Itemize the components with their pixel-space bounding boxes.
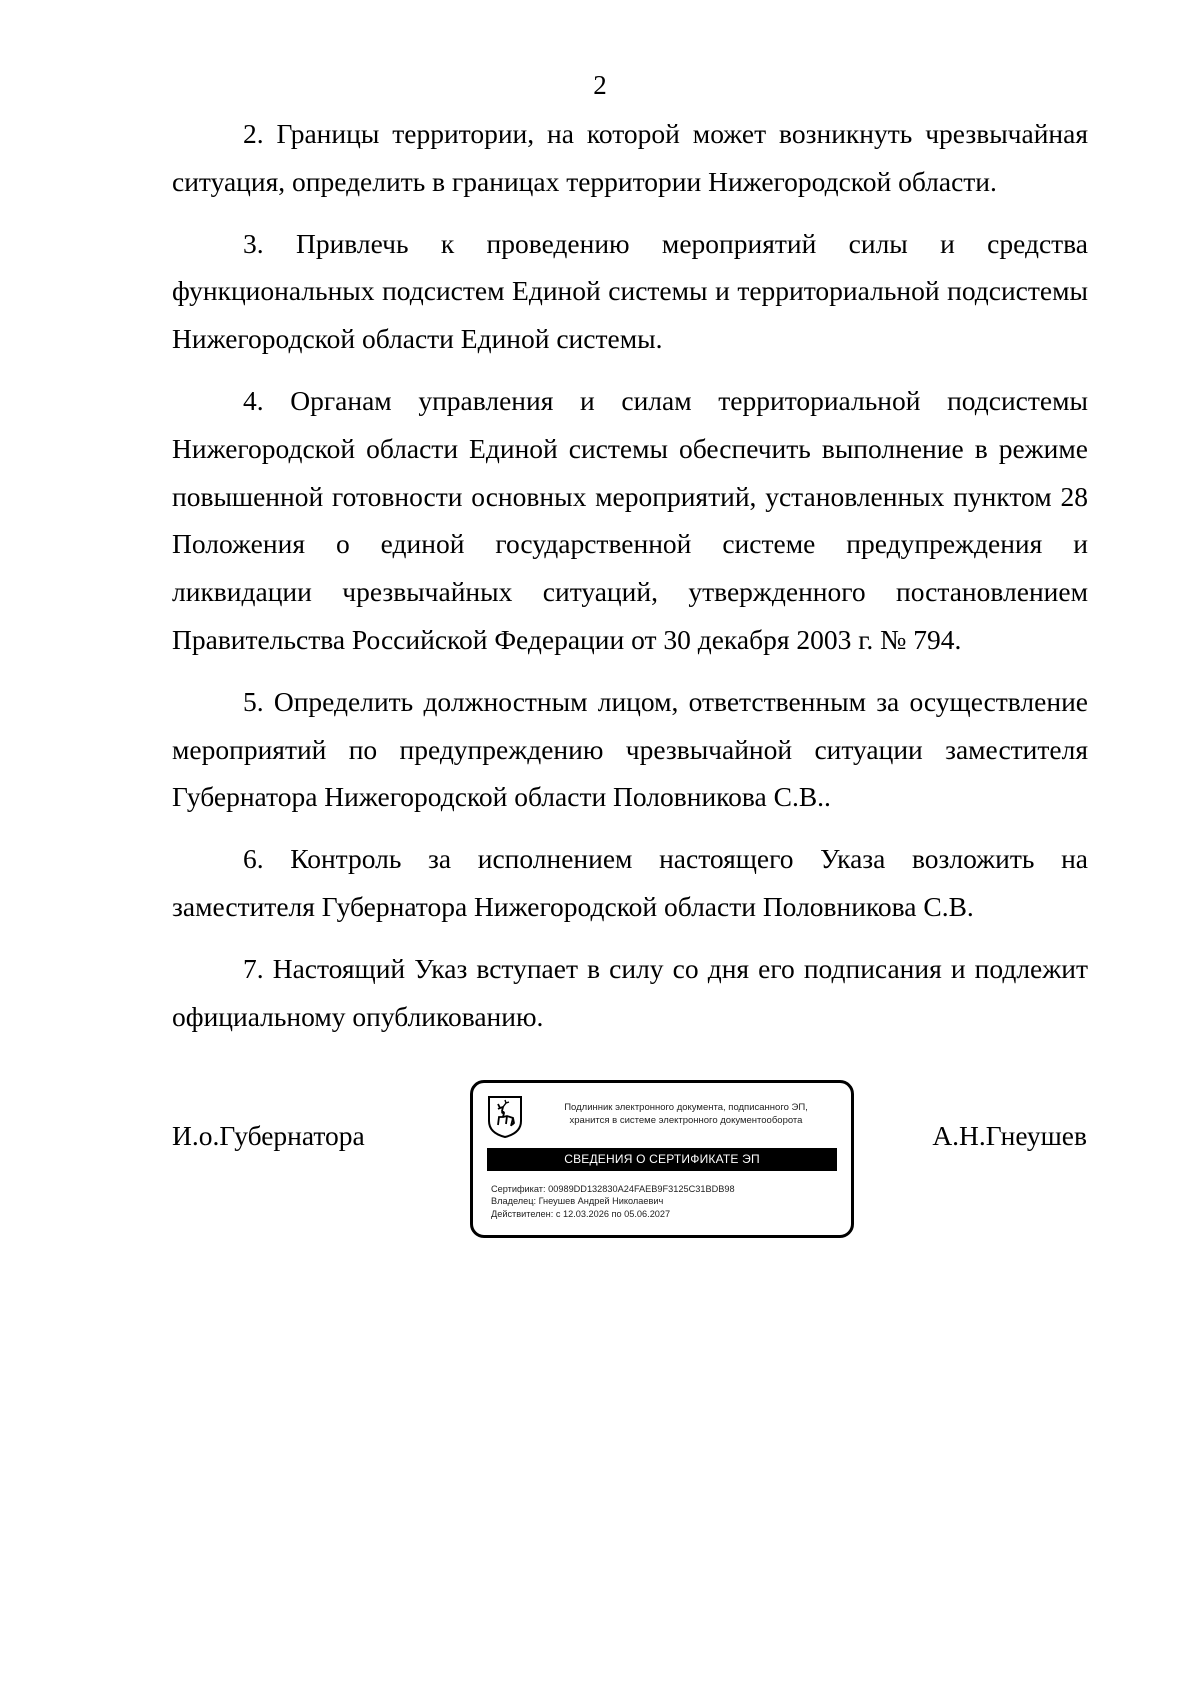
paragraph-5: 5. Определить должностным лицом, ответственным за осуществление мероприятий по предупреждению чрезвычайной ситуации заместителя Губернатора Нижегородской области Половникова С.В.. <box>172 685 1088 813</box>
stamp-header <box>531 1101 841 1127</box>
electronic-signature-stamp <box>470 1080 854 1238</box>
stamp-header-line-1: Подлинник электронного документа, подписанного ЭП, <box>564 1102 808 1113</box>
stamp-title-bar: СВЕДЕНИЯ О СЕРТИФИКАТЕ ЭП <box>487 1148 837 1171</box>
nizhny-novgorod-deer-emblem-icon <box>487 1095 523 1139</box>
page-number: 2 <box>593 70 607 100</box>
certificate-details <box>491 1183 735 1220</box>
signature-block <box>0 1080 1200 1240</box>
document-body <box>172 110 1088 1054</box>
certificate-validity: Действителен: с 12.03.2026 по 05.06.2027 <box>491 1208 671 1219</box>
paragraph-7: 7. Настоящий Указ вступает в силу со дня его подписания и подлежит официальному опубликованию. <box>172 952 1088 1032</box>
paragraph-2: 2. Границы территории, на которой может возникнуть чрезвычайная ситуация, определить в границах территории Нижегородской области. <box>172 118 1088 197</box>
paragraph-4: 4. Органам управления и силам территориальной подсистемы Нижегородской области Единой системы обеспечить выполнение в режиме повышенной готовности основных мероприятий, установленных пунктом 28 Положения о единой государственной системе предупреждения и ликвидации чрезвычайных ситуаций, утвержденного постановлением Правительства Российской Федерации от 30 декабря 2003 г. № 794. <box>172 384 1088 655</box>
certificate-number: Сертификат: 00989DD132830A24FAEB9F3125C31BDB98 <box>491 1184 735 1194</box>
signer-name: А.Н.Гнеушев <box>932 1120 1087 1151</box>
paragraph-6: 6. Контроль за исполнением настоящего Указа возложить на заместителя Губернатора Нижегородской области Половникова С.В. <box>172 843 1088 922</box>
paragraph-3: 3. Привлечь к проведению мероприятий силы и средства функциональных подсистем Единой системы и территориальной подсистемы Нижегородской области Единой системы. <box>172 227 1088 355</box>
certificate-owner: Владелец: Гнеушев Андрей Николаевич <box>491 1196 664 1207</box>
signer-position: И.о.Губернатора <box>172 1120 365 1151</box>
stamp-header-line-2: хранится в системе электронного документооборота <box>569 1115 803 1126</box>
